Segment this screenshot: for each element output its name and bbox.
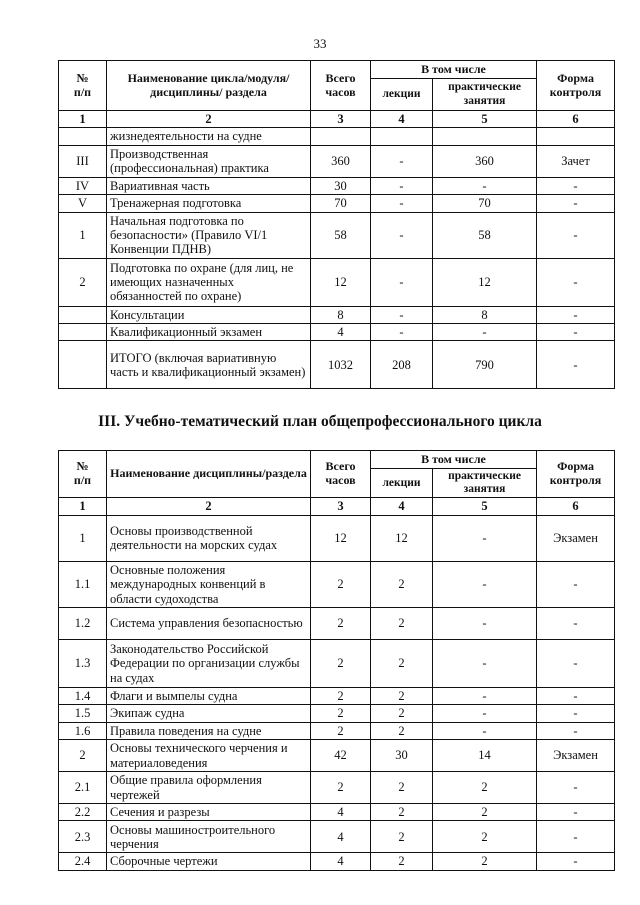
- row-control-form: -: [537, 639, 615, 687]
- row-practice: 70: [433, 195, 537, 212]
- row-control-form: -: [537, 324, 615, 341]
- table-row: [59, 561, 615, 607]
- column-number: 3: [311, 498, 371, 515]
- table-row: [59, 853, 615, 870]
- row-number: 2.2: [59, 804, 107, 821]
- row-practice: -: [433, 639, 537, 687]
- row-control-form: -: [537, 306, 615, 323]
- table-row: [59, 212, 615, 258]
- row-name: Основы технического черчения и материаловедения: [107, 740, 311, 772]
- row-number: 1.6: [59, 722, 107, 739]
- row-name: Основы машиностроительного черчения: [107, 821, 311, 853]
- row-total-hours: 360: [311, 145, 371, 177]
- row-lectures: -: [371, 324, 433, 341]
- row-lectures: 2: [371, 705, 433, 722]
- row-lectures: -: [371, 145, 433, 177]
- row-total-hours: 4: [311, 324, 371, 341]
- table-row: [59, 195, 615, 212]
- row-practice: 14: [433, 740, 537, 772]
- row-practice: 790: [433, 341, 537, 389]
- row-number: 1: [59, 212, 107, 258]
- row-total-hours: 2: [311, 607, 371, 639]
- row-number: V: [59, 195, 107, 212]
- row-name: Начальная подготовка по безопасности» (Правило VI/1 Конвенции ПДНВ): [107, 212, 311, 258]
- row-lectures: -: [371, 212, 433, 258]
- row-control-form: -: [537, 212, 615, 258]
- row-lectures: 2: [371, 561, 433, 607]
- table-row: [59, 341, 615, 389]
- column-number: 4: [371, 498, 433, 515]
- header-including: В том числе: [371, 61, 537, 79]
- row-total-hours: 2: [311, 561, 371, 607]
- row-practice: -: [433, 705, 537, 722]
- row-name: Подготовка по охране (для лиц, не имеющих назначенных обязанностей по охране): [107, 258, 311, 306]
- table-row: [59, 722, 615, 739]
- row-lectures: 2: [371, 607, 433, 639]
- row-name: Флаги и вымпелы судна: [107, 687, 311, 704]
- row-name: Основы производственной деятельности на морских судах: [107, 515, 311, 561]
- row-total-hours: 2: [311, 687, 371, 704]
- row-lectures: 2: [371, 772, 433, 804]
- row-name: Экипаж судна: [107, 705, 311, 722]
- row-lectures: 2: [371, 804, 433, 821]
- header-number: № п/п: [59, 61, 107, 111]
- row-practice: [433, 128, 537, 145]
- row-total-hours: 58: [311, 212, 371, 258]
- row-practice: -: [433, 607, 537, 639]
- column-number: 1: [59, 111, 107, 128]
- row-lectures: 2: [371, 853, 433, 870]
- row-name: Производственная (профессиональная) практика: [107, 145, 311, 177]
- row-name: ИТОГО (включая вариативную часть и квалификационный экзамен): [107, 341, 311, 389]
- header-control-form: Форма контроля: [537, 61, 615, 111]
- row-number: 1.2: [59, 607, 107, 639]
- row-control-form: -: [537, 341, 615, 389]
- row-lectures: 2: [371, 687, 433, 704]
- row-practice: 2: [433, 821, 537, 853]
- row-number: 1.4: [59, 687, 107, 704]
- row-control-form: -: [537, 722, 615, 739]
- header-lectures: лекции: [371, 469, 433, 498]
- column-number: 5: [433, 111, 537, 128]
- row-lectures: 208: [371, 341, 433, 389]
- row-lectures: 2: [371, 722, 433, 739]
- row-name: Правила поведения на судне: [107, 722, 311, 739]
- row-control-form: -: [537, 607, 615, 639]
- table-row: [59, 804, 615, 821]
- row-total-hours: 70: [311, 195, 371, 212]
- curriculum-table-general-professional: [58, 450, 615, 871]
- row-number: III: [59, 145, 107, 177]
- row-total-hours: 2: [311, 705, 371, 722]
- row-control-form: -: [537, 195, 615, 212]
- column-number: 6: [537, 111, 615, 128]
- row-number: [59, 341, 107, 389]
- row-total-hours: 12: [311, 258, 371, 306]
- table-row: [59, 324, 615, 341]
- row-number: [59, 324, 107, 341]
- table-row: [59, 705, 615, 722]
- table-row: [59, 772, 615, 804]
- row-number: 1: [59, 515, 107, 561]
- row-practice: -: [433, 324, 537, 341]
- table-row: [59, 740, 615, 772]
- header-name: Наименование дисциплины/раздела: [107, 451, 311, 498]
- header-total-hours: Всего часов: [311, 61, 371, 111]
- table-row: [59, 145, 615, 177]
- table-row: [59, 258, 615, 306]
- row-control-form: -: [537, 705, 615, 722]
- column-number: 3: [311, 111, 371, 128]
- page-number: 33: [313, 36, 327, 51]
- row-control-form: -: [537, 853, 615, 870]
- header-control-form: Форма контроля: [537, 451, 615, 498]
- header-practice: практические занятия: [433, 79, 537, 111]
- row-control-form: -: [537, 804, 615, 821]
- row-control-form: -: [537, 687, 615, 704]
- row-practice: 2: [433, 772, 537, 804]
- row-control-form: -: [537, 177, 615, 194]
- table-row: [59, 639, 615, 687]
- row-total-hours: [311, 128, 371, 145]
- row-control-form: [537, 128, 615, 145]
- header-including: В том числе: [371, 451, 537, 469]
- row-number: 2.3: [59, 821, 107, 853]
- row-total-hours: 42: [311, 740, 371, 772]
- row-name: Общие правила оформления чертежей: [107, 772, 311, 804]
- row-name: Законодательство Российской Федерации по организации службы на судах: [107, 639, 311, 687]
- row-total-hours: 12: [311, 515, 371, 561]
- row-total-hours: 2: [311, 639, 371, 687]
- table-row: [59, 515, 615, 561]
- row-total-hours: 4: [311, 853, 371, 870]
- row-name: Сечения и разрезы: [107, 804, 311, 821]
- column-number: 5: [433, 498, 537, 515]
- row-control-form: -: [537, 772, 615, 804]
- table-row: [59, 607, 615, 639]
- row-lectures: -: [371, 306, 433, 323]
- row-lectures: -: [371, 177, 433, 194]
- row-control-form: -: [537, 258, 615, 306]
- row-total-hours: 4: [311, 804, 371, 821]
- row-total-hours: 1032: [311, 341, 371, 389]
- row-lectures: [371, 128, 433, 145]
- row-practice: 2: [433, 853, 537, 870]
- table-row: [59, 177, 615, 194]
- row-name: Консультации: [107, 306, 311, 323]
- row-total-hours: 30: [311, 177, 371, 194]
- row-number: 2: [59, 258, 107, 306]
- column-number: 2: [107, 111, 311, 128]
- header-number: № п/п: [59, 451, 107, 498]
- row-name: Система управления безопасностью: [107, 607, 311, 639]
- row-practice: -: [433, 515, 537, 561]
- row-lectures: -: [371, 195, 433, 212]
- row-name: Вариативная часть: [107, 177, 311, 194]
- table-row: [59, 821, 615, 853]
- row-practice: -: [433, 561, 537, 607]
- curriculum-table-continued: [58, 60, 615, 389]
- row-total-hours: 2: [311, 772, 371, 804]
- row-control-form: -: [537, 821, 615, 853]
- header-total-hours: Всего часов: [311, 451, 371, 498]
- row-total-hours: 2: [311, 722, 371, 739]
- row-number: 1.3: [59, 639, 107, 687]
- column-number: 4: [371, 111, 433, 128]
- row-total-hours: 4: [311, 821, 371, 853]
- table-row: [59, 687, 615, 704]
- header-practice: практические занятия: [433, 469, 537, 498]
- row-lectures: 2: [371, 821, 433, 853]
- row-number: 2: [59, 740, 107, 772]
- column-number: 2: [107, 498, 311, 515]
- row-practice: -: [433, 687, 537, 704]
- row-control-form: -: [537, 561, 615, 607]
- row-number: IV: [59, 177, 107, 194]
- row-lectures: 2: [371, 639, 433, 687]
- table-row: [59, 306, 615, 323]
- row-total-hours: 8: [311, 306, 371, 323]
- row-name: Тренажерная подготовка: [107, 195, 311, 212]
- row-practice: 2: [433, 804, 537, 821]
- row-name: Основные положения международных конвенций в области судоходства: [107, 561, 311, 607]
- row-number: 1.1: [59, 561, 107, 607]
- row-lectures: -: [371, 258, 433, 306]
- row-number: 2.4: [59, 853, 107, 870]
- row-control-form: Зачет: [537, 145, 615, 177]
- row-practice: 12: [433, 258, 537, 306]
- table-row: [59, 128, 615, 145]
- header-lectures: лекции: [371, 79, 433, 111]
- row-practice: -: [433, 722, 537, 739]
- row-practice: 8: [433, 306, 537, 323]
- row-practice: -: [433, 177, 537, 194]
- row-lectures: 30: [371, 740, 433, 772]
- row-name: жизнедеятельности на судне: [107, 128, 311, 145]
- row-practice: 58: [433, 212, 537, 258]
- header-name: Наименование цикла/модуля/дисциплины/ раздела: [107, 61, 311, 111]
- column-number: 6: [537, 498, 615, 515]
- row-number: [59, 306, 107, 323]
- section-title: III. Учебно-тематический план общепрофессионального цикла: [98, 413, 542, 430]
- column-number: 1: [59, 498, 107, 515]
- row-number: 2.1: [59, 772, 107, 804]
- row-number: [59, 128, 107, 145]
- row-practice: 360: [433, 145, 537, 177]
- row-lectures: 12: [371, 515, 433, 561]
- row-name: Квалификационный экзамен: [107, 324, 311, 341]
- row-control-form: Экзамен: [537, 740, 615, 772]
- row-control-form: Экзамен: [537, 515, 615, 561]
- row-number: 1.5: [59, 705, 107, 722]
- row-name: Сборочные чертежи: [107, 853, 311, 870]
